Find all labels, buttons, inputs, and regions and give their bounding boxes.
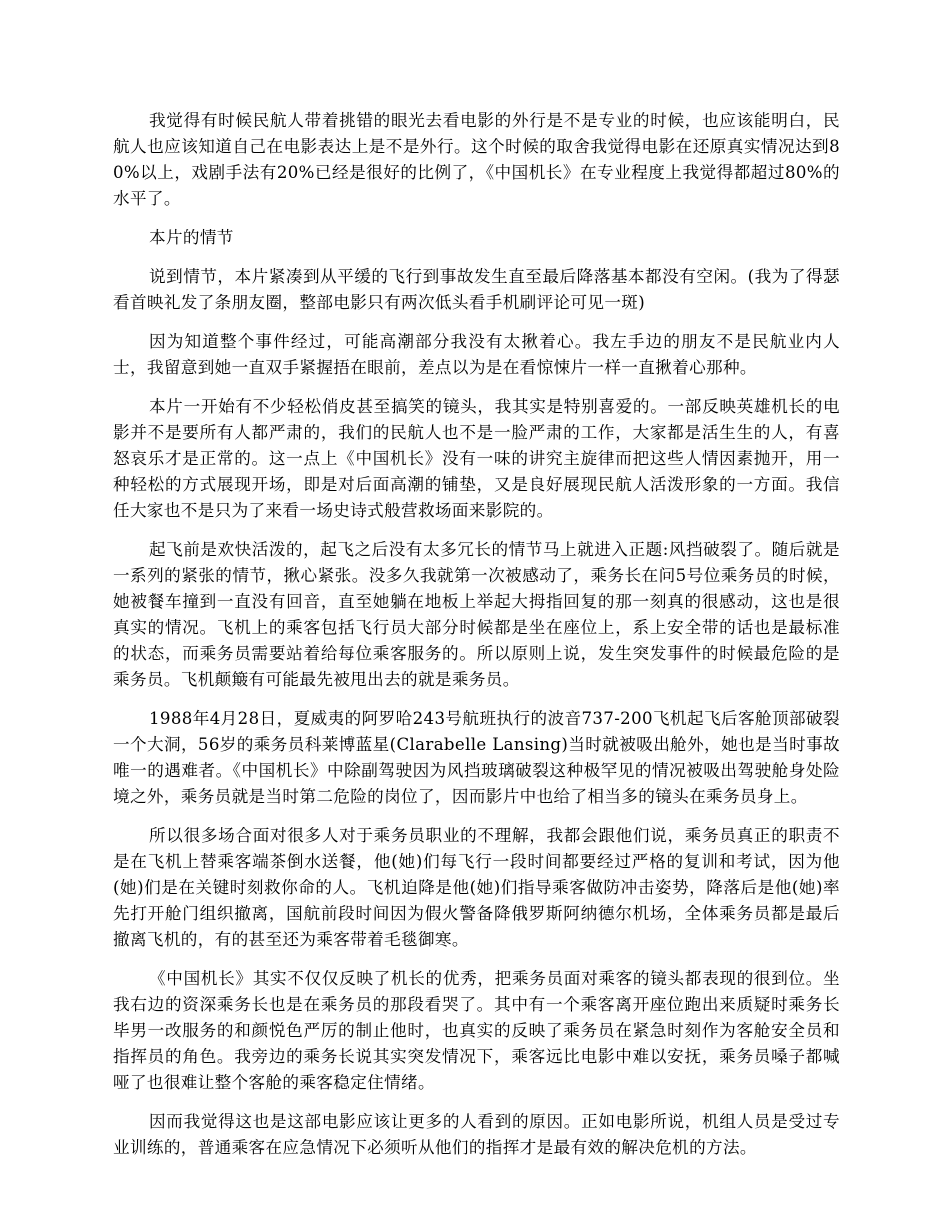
paragraph-plot-pace: 说到情节，本片紧凑到从平缓的飞行到事故发生直至最后降落基本都没有空闲。(我为了得瑟看首映礼发了条朋友圈，整部电影只有两次低头看手机刷评论可见一斑) [113,267,840,312]
paragraph-friend-reaction: 因为知道整个事件经过，可能高潮部分我没有太揪着心。我左手边的朋友不是民航业内人士，我留意到她一直双手紧握捂在眼前，差点以为是在看惊悚片一样一直揪着心那种。 [113,332,840,377]
paragraph-light-opening: 本片一开始有不少轻松俏皮甚至搞笑的镜头，我其实是特别喜爱的。一部反映英雄机长的电影并不是要所有人都严肃的，我们的民航人也不是一脸严肃的工作，大家都是活生生的人，有喜怒哀乐才是正常的。这一点上《中国机长》没有一味的讲究主旋律而把这些人情因素抛开，用一种轻松的方式展现开场，即是对后面高潮的铺垫，又是良好展现民航人活泼形象的一方面。我信任大家也不是只为了来看一场史诗式般营救场面来影院的。 [113,397,840,520]
paragraph-cabin-crew-role: 《中国机长》其实不仅仅反映了机长的优秀，把乘务员面对乘客的镜头都表现的很到位。坐我右边的资深乘务长也是在乘务员的那段看哭了。其中有一个乘客离开座位跑出来质疑时乘务长毕男一改服务的和颜悦色严厉的制止他时，也真实的反映了乘务员在紧急时刻作为客舱安全员和指挥员的角色。我旁边的乘务长说其实突发情况下，乘客远比电影中难以安抚，乘务员嗓子都喊哑了也很难让整个客舱的乘客稳定住情绪。 [113,969,840,1092]
document-body [113,108,840,1174]
paragraph-accuracy: 我觉得有时候民航人带着挑错的眼光去看电影的外行是不是专业的时候，也应该能明白，民航人也应该知道自己在电影表达上是不是外行。这个时候的取舍我觉得电影在还原真实情况达到80%以上，戏剧手法有20%已经是很好的比例了，《中国机长》在专业程度上我觉得都超过80%的水平了。 [113,111,840,208]
paragraph-crew-duties: 所以很多场合面对很多人对于乘务员职业的不理解，我都会跟他们说，乘务员真正的职责不是在飞机上替乘客端茶倒水送餐，他(她)们每飞行一段时间都要经过严格的复训和考试，因为他(她)们是在关键时刻救你命的人。飞机迫降是他(她)们指导乘客做防冲击姿势，降落后是他(她)率先打开舱门组织撤离，国航前段时间因为假火警备降俄罗斯阿纳德尔机场，全体乘务员都是最后撤离飞机的，有的甚至还为乘客带着毛毯御寒。 [113,826,840,949]
paragraph-windshield-crack: 起飞前是欢快活泼的，起飞之后没有太多冗长的情节马上就进入正题:风挡破裂了。随后就是一系列的紧张的情节，揪心紧张。没多久我就第一次被感动了，乘务长在问5号位乘务员的时候，她被餐车撞到一直没有回音，直至她躺在地板上举起大拇指回复的那一刻真的很感动，这也是很真实的情况。飞机上的乘客包括飞行员大部分时候都是坐在座位上，系上安全带的话也是最标准的状态，而乘务员需要站着给每位乘客服务的。所以原则上说，发生突发事件的时候最危险的是乘务员。飞机颠簸有可能最先被甩出去的就是乘务员。 [113,540,840,689]
paragraph-conclusion: 因而我觉得这也是这部电影应该让更多的人看到的原因。正如电影所说，机组人员是受过专业训练的，普通乘客在应急情况下必须听从他们的指挥才是最有效的解决危机的方法。 [113,1112,840,1157]
section-heading-plot: 本片的情节 [149,228,234,247]
paragraph-aloha-243: 1988年4月28日，夏威夷的阿罗哈243号航班执行的波音737-200飞机起飞后客舱顶部破裂一个大洞，56岁的乘务员科莱博蓝星(Clarabelle Lansing)当时就被吸出舱外，她也是当时事故唯一的遇难者。《中国机长》中除副驾驶因为风挡玻璃破裂这种极罕见的情况被吸出驾驶舱身处险境之外，乘务员就是当时第二危险的岗位了，因而影片中也给了相当多的镜头在乘务员身上。 [113,709,840,806]
